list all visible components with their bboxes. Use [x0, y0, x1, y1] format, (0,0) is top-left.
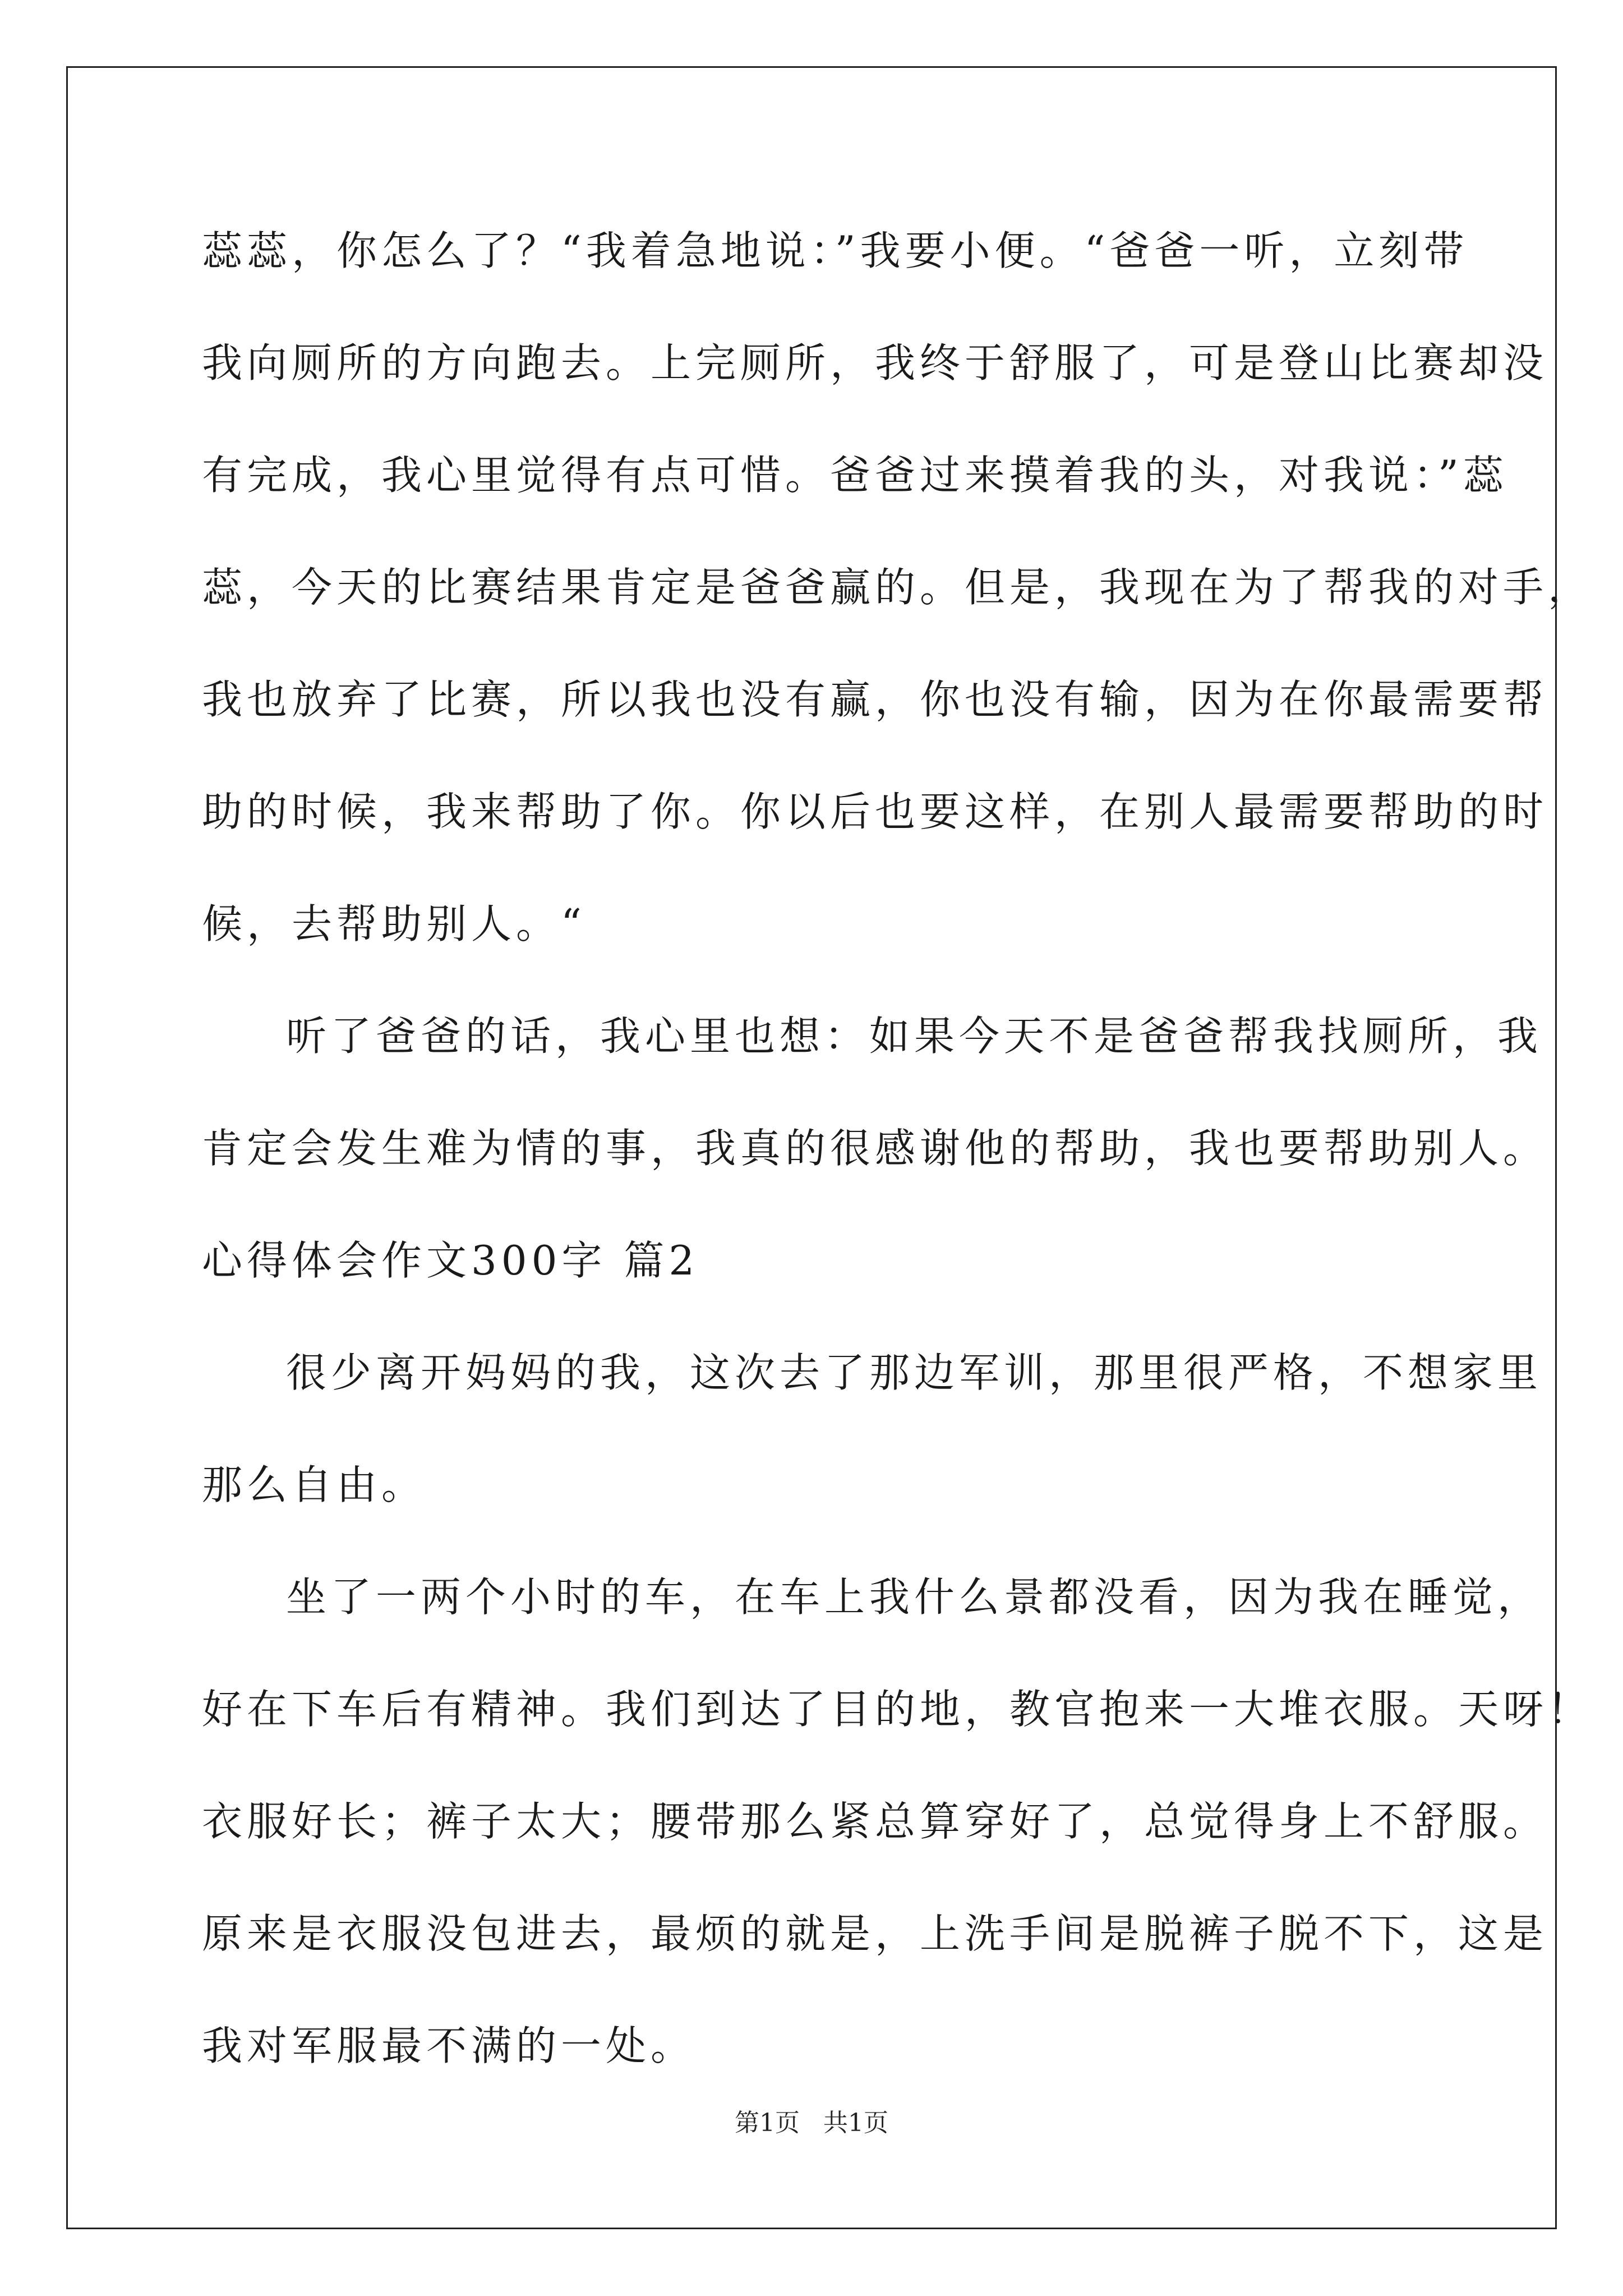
- text-line: 坐了一两个小时的车，在车上我什么景都没看，因为我在睡觉，: [286, 1573, 1543, 1621]
- page-total: 共1页: [823, 2109, 888, 2137]
- text-line: 我也放弃了比赛，所以我也没有赢，你也没有输，因为在你最需要帮: [202, 676, 1548, 723]
- text-line: 那么自由。: [202, 1461, 427, 1508]
- document-body: [202, 209, 1593, 2116]
- text-line: 肯定会发生难为情的事，我真的很感谢他的帮助，我也要帮助别人。: [202, 1125, 1548, 1172]
- text-line: 很少离开妈妈的我，这次去了那边军训，那里很严格，不想家里: [286, 1349, 1543, 1396]
- text-line: 助的时候，我来帮助了你。你以后也要这样，在别人最需要帮助的时: [202, 788, 1548, 835]
- text-line: 好在下车后有精神。我们到达了目的地，教官抱来一大堆衣服。天呀！: [202, 1686, 1593, 1733]
- text-line: 我对军服最不满的一处。: [202, 2022, 696, 2069]
- section-heading: 心得体会作文300字 篇2: [202, 1237, 699, 1284]
- text-line: 候，去帮助别人。“: [202, 900, 586, 947]
- text-line: 听了爸爸的话，我心里也想：如果今天不是爸爸帮我找厕所，我: [286, 1013, 1543, 1060]
- text-line: 有完成，我心里觉得有点可惜。爸爸过来摸着我的头，对我说：”蕊: [202, 452, 1508, 499]
- text-line: 原来是衣服没包进去，最烦的就是，上洗手间是脱裤子脱不下，这是: [202, 1910, 1548, 1957]
- page-footer: [0, 2102, 1623, 2138]
- text-line: 衣服好长；裤子太大；腰带那么紧总算穿好了，总觉得身上不舒服。: [202, 1798, 1548, 1845]
- text-line: 蕊，今天的比赛结果肯定是爸爸赢的。但是，我现在为了帮我的对手，: [202, 564, 1593, 611]
- text-line: 我向厕所的方向跑去。上完厕所，我终于舒服了，可是登山比赛却没: [202, 339, 1548, 386]
- page-number: 第1页: [735, 2109, 800, 2137]
- text-line: 蕊蕊，你怎么了？“我着急地说：”我要小便。“爸爸一听，立刻带: [202, 227, 1469, 274]
